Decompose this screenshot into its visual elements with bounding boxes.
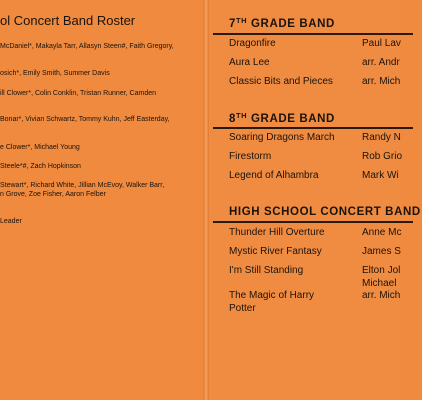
piece-composer: arr. Andr xyxy=(362,57,400,68)
band-heading-7th xyxy=(229,16,335,30)
section-divider xyxy=(213,127,413,129)
piece-title: Dragonfire xyxy=(229,38,276,49)
roster-line: Bonar*, Vivian Schwartz, Tommy Kuhn, Jeff Easterday, xyxy=(0,116,170,123)
piece-composer: Rob Grio xyxy=(362,151,403,162)
roster-line: ill Clower*, Colin Conklin, Tristan Runner, Camden xyxy=(0,90,157,97)
roster-line: e Clower*, Michael Young xyxy=(0,144,80,151)
roster-page xyxy=(0,0,203,400)
heading-ordinal: TH xyxy=(236,111,248,120)
program-page xyxy=(209,0,421,400)
piece-title: Firestorm xyxy=(229,151,272,162)
piece-title: The Magic of Harry Potter xyxy=(229,290,315,314)
roster-line: osich*, Emily Smith, Summer Davis xyxy=(0,70,110,77)
piece-composer: Paul Lav xyxy=(362,38,401,49)
piece-title: Legend of Alhambra xyxy=(229,170,319,181)
piece-title: Mystic River Fantasy xyxy=(229,246,322,257)
piece-composer: arr. Mich xyxy=(362,76,401,87)
band-heading-8th xyxy=(229,111,335,125)
roster-title: ol Concert Band Roster xyxy=(0,13,136,28)
heading-number: 8 xyxy=(229,113,236,125)
roster-line: McDaniel*, Makayla Tarr, Allasyn Steen#, Faith Gregory, xyxy=(0,43,174,50)
piece-title: Thunder Hill Overture xyxy=(229,227,325,238)
heading-text: GRADE BAND xyxy=(247,18,335,30)
heading-ordinal: TH xyxy=(236,16,248,25)
piece-composer: Elton Jol xyxy=(362,265,401,276)
roster-line: n Grove, Zoe Fisher, Aaron Felber xyxy=(0,191,106,198)
piece-composer: James S xyxy=(362,246,401,257)
piece-title: Aura Lee xyxy=(229,57,270,68)
piece-title: Soaring Dragons March xyxy=(229,132,335,143)
roster-line: Steele*#, Zach Hopkinson xyxy=(0,163,81,170)
piece-composer-line2: Michael xyxy=(362,278,397,289)
roster-line: Leader xyxy=(0,218,22,225)
piece-title: Classic Bits and Pieces xyxy=(229,76,333,87)
roster-line: Stewart*, Richard White, Jillian McEvoy, Walker Barr, xyxy=(0,182,165,189)
heading-text: GRADE BAND xyxy=(247,113,335,125)
section-divider xyxy=(213,33,413,35)
band-heading-high-school: HIGH SCHOOL CONCERT BAND xyxy=(229,206,421,218)
piece-composer: arr. Mich xyxy=(362,290,401,301)
piece-composer: Mark Wi xyxy=(362,170,399,181)
piece-composer: Anne Mc xyxy=(362,227,402,238)
section-divider xyxy=(213,221,413,223)
piece-title: I'm Still Standing xyxy=(229,265,304,276)
piece-composer: Randy N xyxy=(362,132,401,143)
heading-number: 7 xyxy=(229,18,236,30)
